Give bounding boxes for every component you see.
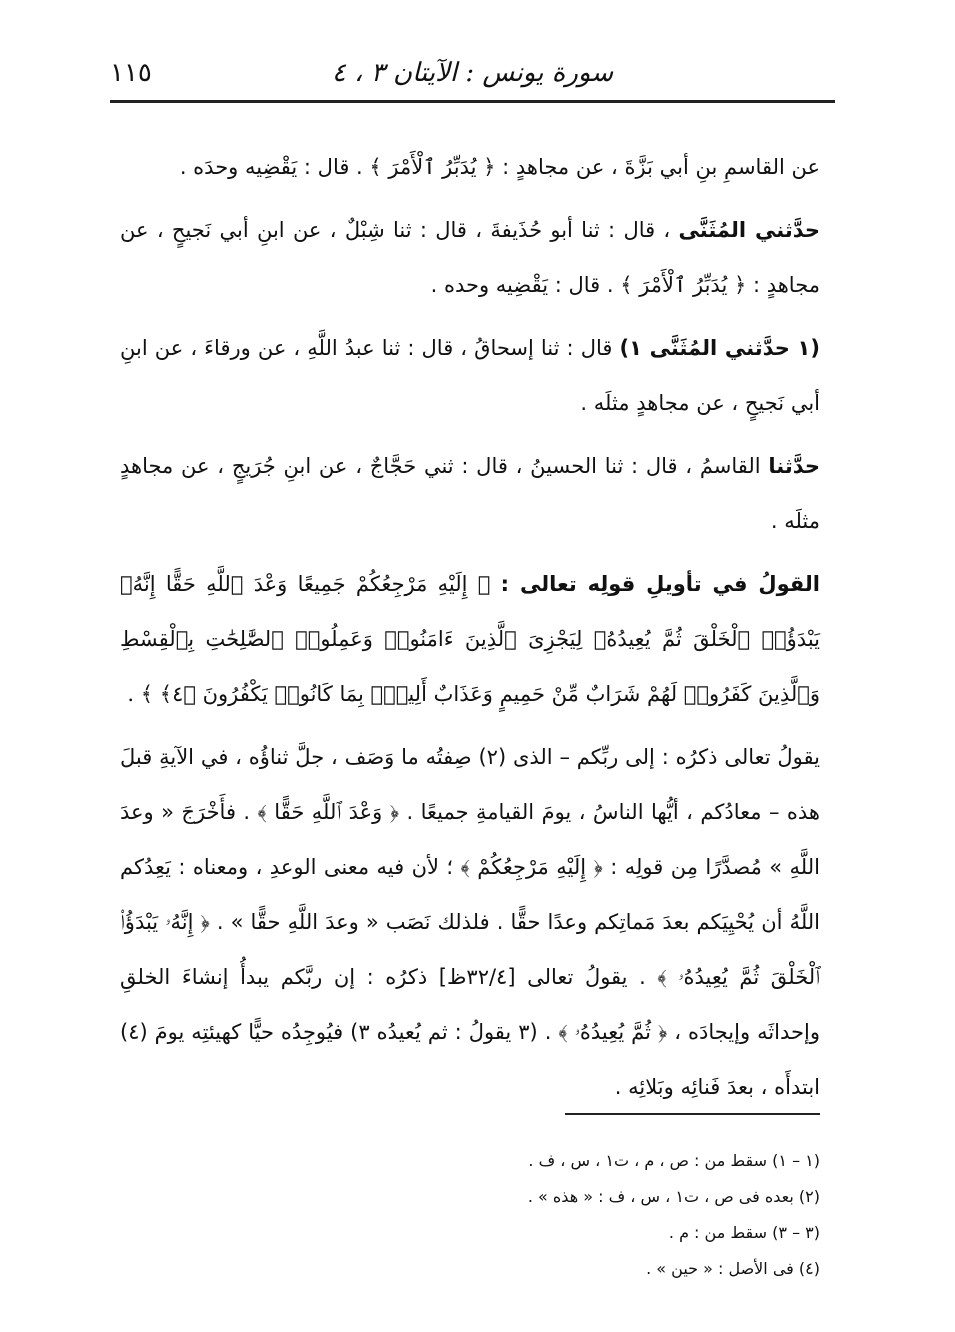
verse-heading-paragraph [120, 557, 820, 722]
page-number: ١١٥ [110, 58, 152, 88]
footnote: (٣ – ٣) سقط من : م . [668, 1223, 820, 1242]
header-rule [110, 100, 835, 103]
paragraph [120, 321, 820, 431]
paragraph-lead: حدَّثنا [768, 454, 820, 478]
footnote: (٢) بعده فى ص ، ت١ ، س ، ف : « هذه » . [527, 1187, 820, 1206]
paragraph-lead: (١ حدَّثني المُثَنَّى ١) [619, 336, 820, 360]
running-title: سورة يونس : الآيتان ٣ ، ٤ [331, 58, 614, 88]
paragraph-text: يقولُ تعالى ذكرُه : إلى ربِّكم – الذى (٢) صِفتُه ما وَصَف ، جلَّ ثناؤُه ، في الآيةِ قبلَ هذه – معادُكم ، أيُّها الناسُ ، يومَ القيامةِ جميعًا . ﴿ وَعْدَ ٱللَّهِ حَقًّا ﴾ . فأَخْرَجَ « وعدَ اللَّهِ » مُصدَّرًا مِن قولِه : ﴿ إِلَيْهِ مَرْجِعُكُمْ ﴾ ؛ لأن فيه معنى الوعدِ ، ومعناه : يَعِدُكم اللَّهُ أن يُحْيِيَكم بعدَ مَماتِكم وعدًا حقًّا . فلذلك نَصَب « وعدَ اللَّهِ حقًّا » . ﴿ إِنَّهُۥ يَبْدَؤُا۟ ٱلْخَلْقَ ثُمَّ يُعِيدُهُۥ ﴾ . يقولُ تعالى [٣٢/٤ظ] ذكرُه : إن ربَّكم يبدأُ إنشاءَ الخلقِ وإحداثَه وإيجادَه ، ﴿ ثُمَّ يُعِيدُهُۥ ﴾ . (٣ يقولُ : ثم يُعيدُه ٣) فيُوجِدُه حيًّا كهيئتِه يومَ (٤) ابتدأَه ، بعدَ فَنائِه وبَلائِه . [120, 745, 820, 1099]
main-text [120, 140, 820, 1123]
footnote: (١ – ١) سقط من : ص ، م ، ت١ ، س ، ف . [528, 1151, 820, 1170]
paragraph [120, 439, 820, 549]
paragraph-text: القاسمُ ، قال : ثنا الحسينُ ، قال : ثني حَجَّاجٌ ، عن ابنِ جُرَيجٍ ، عن مجاهدٍ مثلَه . [120, 454, 820, 533]
paragraph-lead: القولُ في تأويلِ قولِه تعالى : [500, 572, 820, 596]
paragraph-lead: حدَّثني المُثَنَّى [678, 218, 820, 242]
paragraph-text: ، قال : ثنا أبو حُذَيفةَ ، قال : ثنا شِبْلٌ ، عن ابنِ أبي نَجيحٍ ، عن مجاهدٍ : ﴿ يُدَبِّرُ ٱلْأَمْرَ ﴾ . قال : يَقْضِيه وحده . [120, 218, 820, 297]
paragraph-text: قال : ثنا إسحاقُ ، قال : ثنا عبدُ اللَّهِ ، عن ورقاءَ ، عن ابنِ أبي نَجيحٍ ، عن مجاهدٍ مثلَه . [120, 336, 820, 415]
footnote-rule [565, 1113, 820, 1115]
footnote: (٤) فى الأصل : « حين » . [646, 1259, 820, 1278]
paragraph [120, 730, 820, 1115]
paragraph [120, 203, 820, 313]
paragraph [120, 140, 820, 195]
paragraph-text: عن القاسمِ بنِ أبي بَزَّةَ ، عن مجاهدٍ : ﴿ يُدَبِّرُ ٱلْأَمْرَ ﴾ . قال : يَقْضِيه وحدَه . [179, 155, 820, 179]
page-header [110, 58, 835, 98]
quran-verse: ﴿ إِلَيْهِ مَرْجِعُكُمْ جَمِيعًا وَعْدَ ٱللَّهِ حَقًّا إِنَّهُۥ يَبْدَؤُا۟ ٱلْخَلْقَ ثُمَّ يُعِيدُهُۥ لِيَجْزِىَ ٱلَّذِينَ ءَامَنُوا۟ وَعَمِلُوا۟ ٱلصَّٰلِحَٰتِ بِٱلْقِسْطِ وَٱلَّذِينَ كَفَرُوا۟ لَهُمْ شَرَابٌ مِّنْ حَمِيمٍ وَعَذَابٌ أَلِيمٌۢ بِمَا كَانُوا۟ يَكْفُرُونَ ﴿٤﴾ ﴾ . [120, 572, 820, 706]
footnotes [120, 1143, 820, 1287]
